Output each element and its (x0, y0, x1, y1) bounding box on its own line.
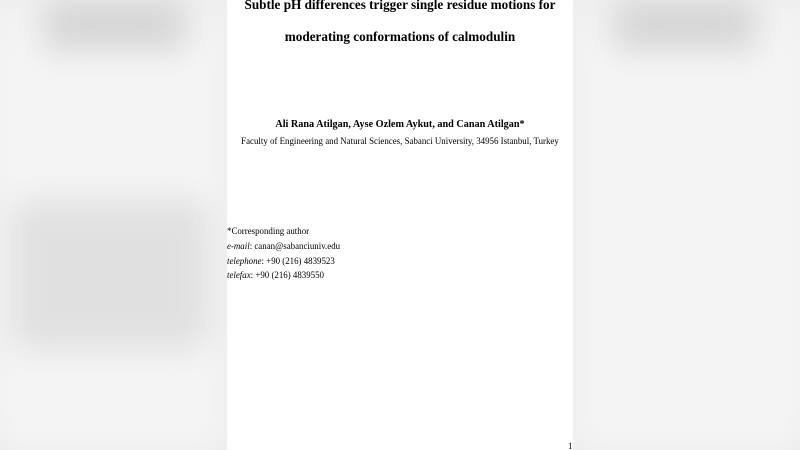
email-label: e-mail (227, 240, 250, 251)
page-number: 1 (568, 441, 573, 450)
telefax-label: telefax (227, 270, 251, 281)
blurred-shape (610, 0, 760, 50)
blurred-background-right (570, 0, 800, 450)
email-value: : canan@sabanciuniv.edu (249, 240, 341, 251)
telephone-value: : +90 (216) 4839523 (261, 255, 335, 266)
contact-block (227, 224, 340, 283)
paper-title-line-2: moderating conformations of calmodulin (284, 29, 516, 44)
telephone-line (227, 254, 340, 269)
telefax-line (227, 268, 340, 283)
telephone-label: telephone (227, 255, 262, 266)
corresponding-author-note: *Corresponding author (227, 226, 310, 236)
blurred-shape (40, 0, 190, 50)
blurred-shape (10, 200, 210, 350)
email-line (227, 239, 340, 254)
telefax-value: : +90 (216) 4839550 (250, 270, 324, 281)
document-page (227, 0, 573, 450)
paper-title-line-1: Subtle pH differences trigger single residue motions for (244, 0, 556, 12)
author-list: Ali Rana Atilgan, Ayse Ozlem Aykut, and Canan Atilgan* (275, 119, 525, 130)
affiliation: Faculty of Engineering and Natural Sciences, Sabanci University, 34956 Istanbul, Turkey (241, 136, 559, 146)
